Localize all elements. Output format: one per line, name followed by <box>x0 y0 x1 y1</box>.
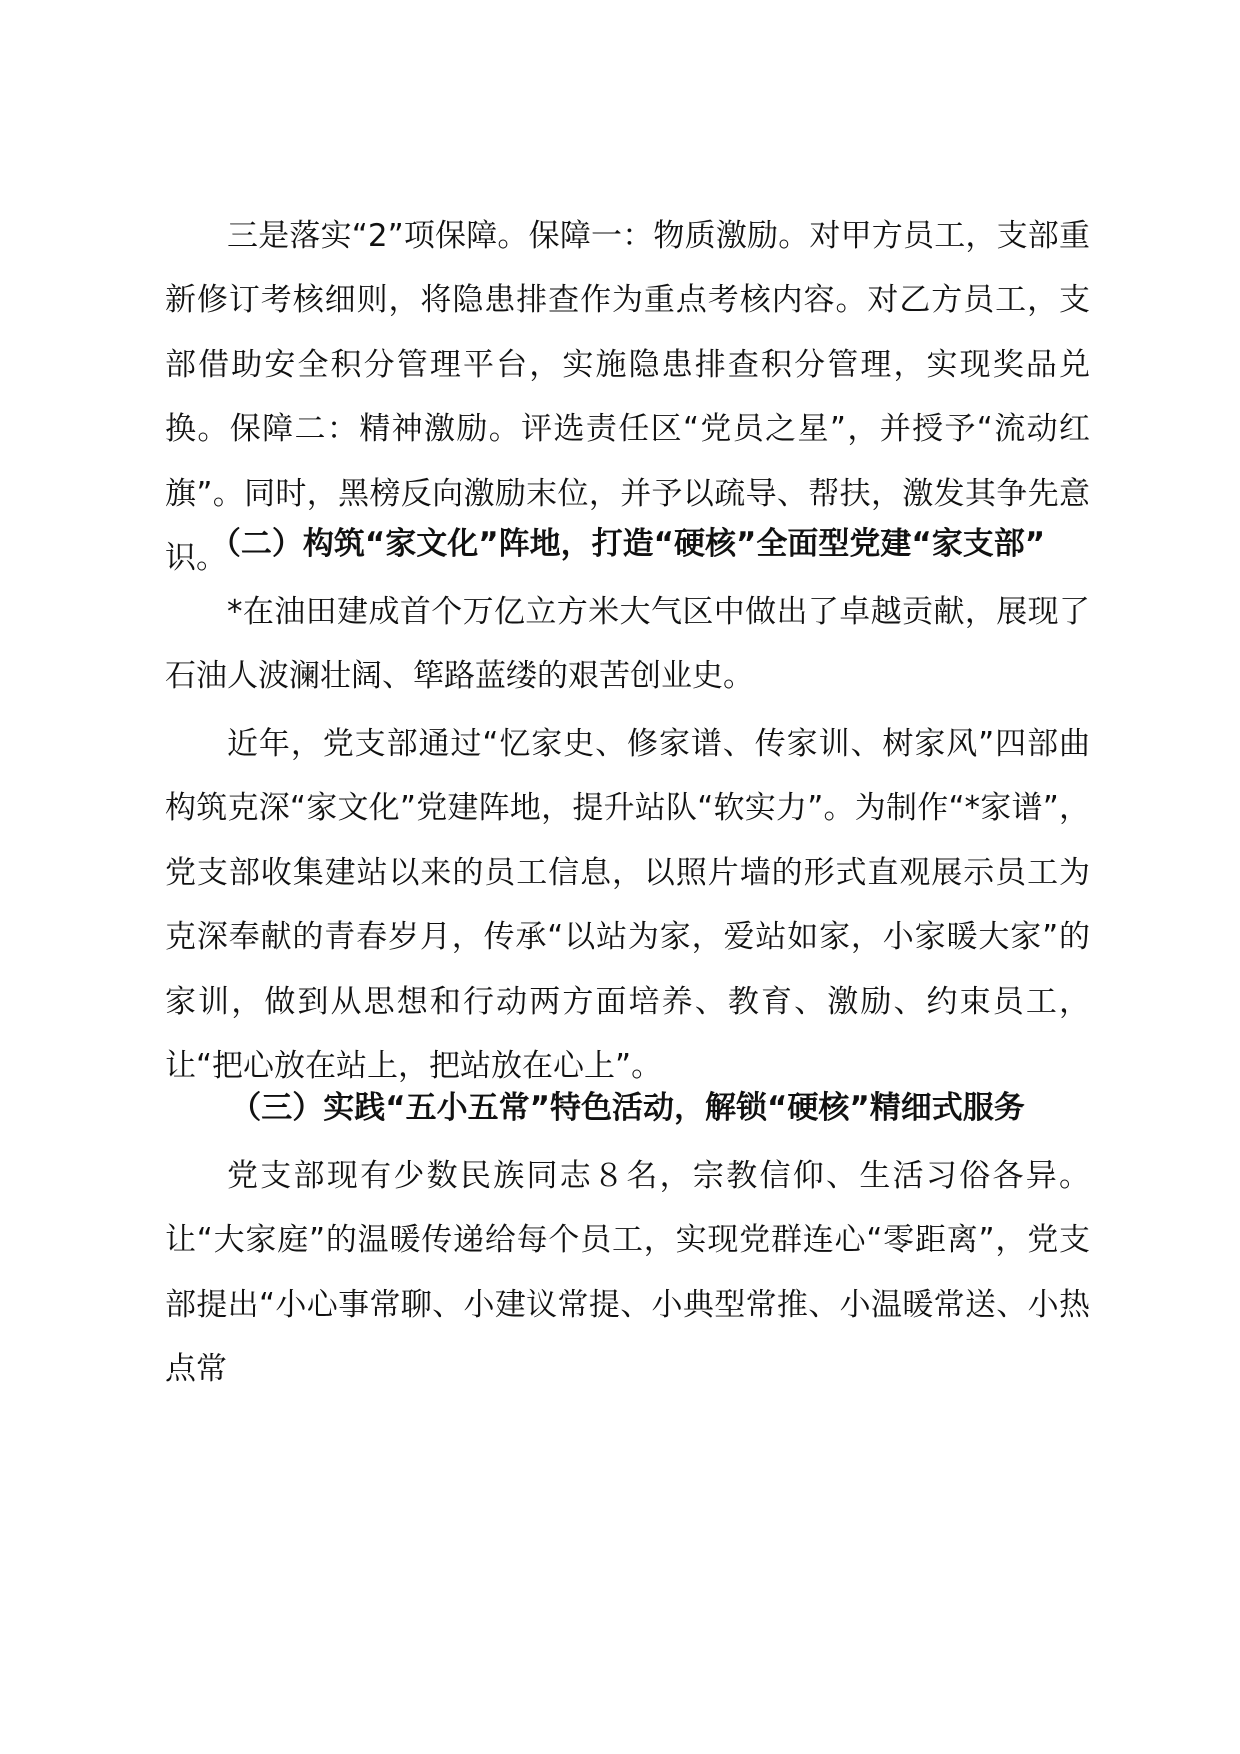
paragraph-guarantees: 三是落实“2”项保障。保障一：物质激励。对甲方员工，支部重新修订考核细则，将隐患排查作为重点考核内容。对乙方员工，支部借助安全积分管理平台，实施隐患排查积分管理，实现奖品兑换。保障二：精神激励。评选责任区“党员之星”，并授予“流动红旗”。同时，黑榜反向激励末位，并予以疏导、帮扶，激发其争先意识。 <box>165 218 1090 577</box>
section-heading-2: （二）构筑“家文化”阵地，打造“硬核”全面型党建“家支部” <box>209 526 1046 562</box>
section-heading-3: （三）实践“五小五常”特色活动，解锁“硬核”精细式服务 <box>230 1090 1025 1126</box>
paragraph-contribution: *在油田建成首个万亿立方米大气区中做出了卓越贡献，展现了石油人波澜壮阔、筚路蓝缕的艰苦创业史。 <box>165 594 1090 695</box>
paragraph-ethnic-staff: 党支部现有少数民族同志８名，宗教信仰、生活习俗各异。让“大家庭”的温暖传递给每个员工，实现党群连心“零距离”，党支部提出“小心事常聊、小建议常提、小典型常推、小温暖常送、小热点常 <box>165 1158 1090 1388</box>
paragraph-family-culture: 近年，党支部通过“忆家史、修家谱、传家训、树家风”四部曲构筑克深“家文化”党建阵地，提升站队“软实力”。为制作“*家谱”，党支部收集建站以来的员工信息，以照片墙的形式直观展示员工为克深奉献的青春岁月，传承“以站为家，爱站如家，小家暖大家”的家训，做到从思想和行动两方面培养、教育、激励、约束员工，让“把心放在站上，把站放在心上”。 <box>165 726 1090 1085</box>
